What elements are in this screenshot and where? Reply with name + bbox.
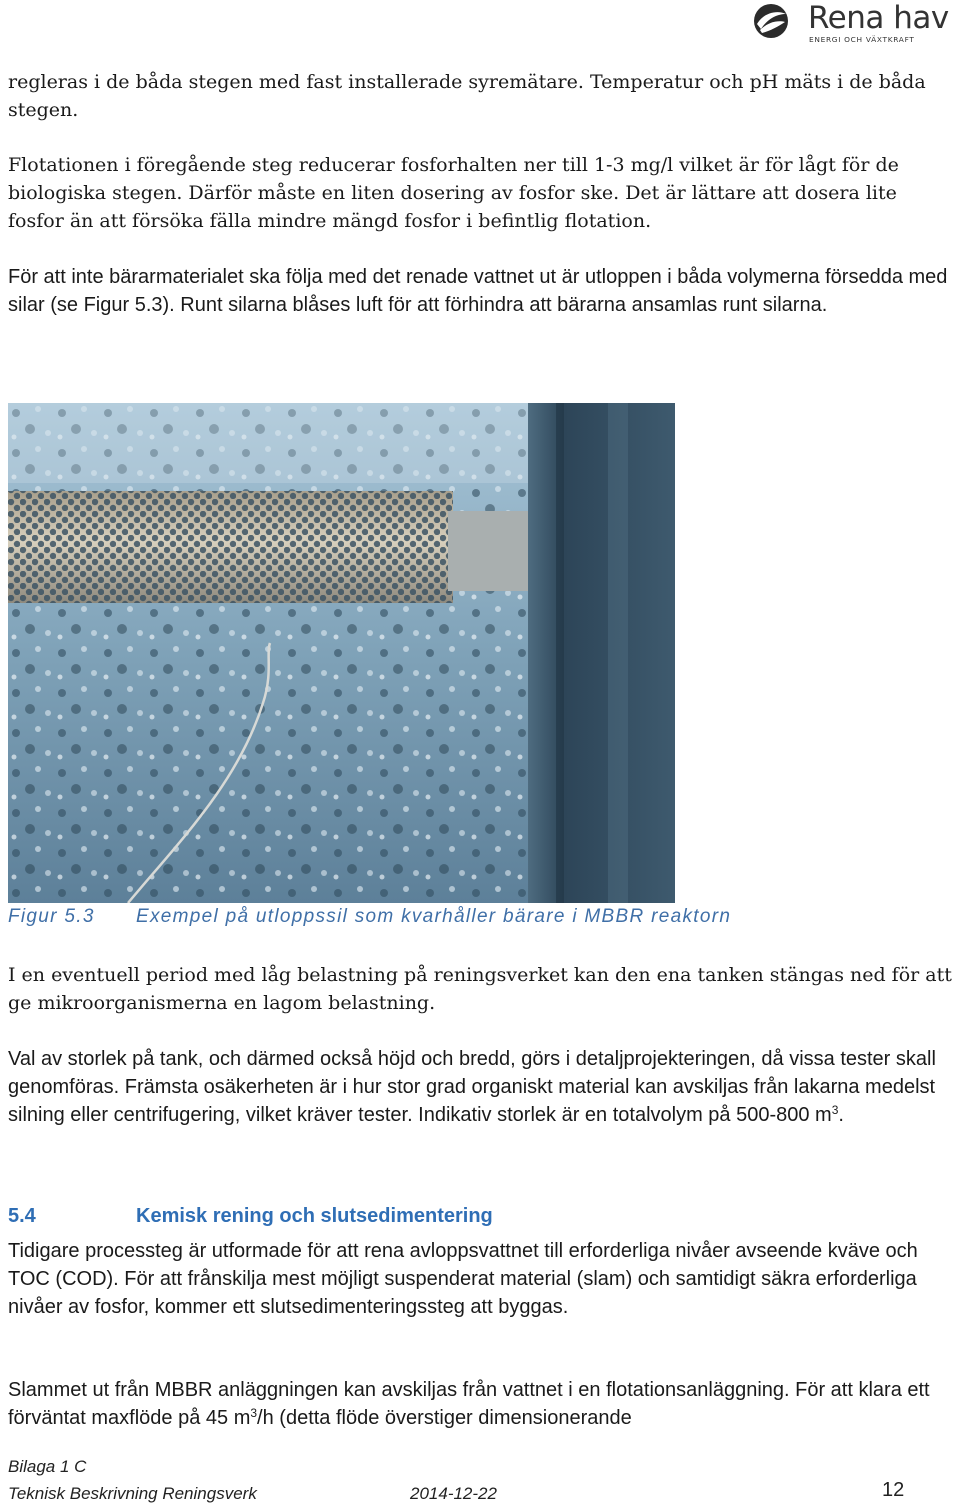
figure-photo-outlet-screen	[8, 403, 675, 903]
paragraph-tank-size	[8, 1045, 953, 1129]
paragraph-previous-steps: Tidigare processteg är utformade för att rena avloppsvattnet till erforderliga nivåer avseende kväve och TOC (COD). För att frånskilja mest möjligt suspenderat material (slam) och samtidigt säkra erforderliga nivåer av fosfor, kommer ett slutsedimenteringssteg att byggas.	[8, 1240, 918, 1318]
figure-number: Figur 5.3	[8, 906, 95, 927]
flotation-end: /h (detta flöde överstiger dimensionerande	[257, 1407, 632, 1429]
paragraph-phosphorus-dosing: Flotationen i föregående steg reducerar fosforhalten ner till 1-3 mg/l vilket är för lågt för de biologiska stegen. Därför måste en liten dosering av fosfor ske. Det är lättare att dosera lite fosfor än att försöka fälla mindre mängd fosfor i befintlig flotation.	[8, 154, 899, 232]
footer-document-title: Teknisk Beskrivning Reningsverk	[8, 1484, 257, 1503]
tank-size-end: .	[838, 1104, 844, 1126]
section-heading	[8, 1205, 493, 1228]
page-number: 12	[882, 1479, 905, 1501]
section-number: 5.4	[8, 1205, 36, 1227]
logo-leaf-icon	[752, 2, 790, 40]
tank-size-text: Val av storlek på tank, och därmed också höjd och bredd, görs i detaljprojekteringen, då vissa tester skall genomföras. Främsta osäkerheten är i hur stor grad organiskt material kan avskiljas från lakarna medelst silning eller centrifugering, vilket kräver tester. Indikativ storlek är en totalvolym på 500-800 m	[8, 1048, 936, 1126]
paragraph-low-load: I en eventuell period med låg belastning på reningsverket kan den ena tanken stängas ned för att ge mikroorganismerna en lagom belastning.	[8, 964, 952, 1014]
figure-caption	[8, 906, 731, 928]
logo-name: Rena hav	[808, 0, 949, 36]
footer-appendix: Bilaga 1 C	[8, 1457, 87, 1476]
paragraph-flotation	[8, 1376, 953, 1432]
footer-date: 2014-12-22	[410, 1484, 497, 1503]
flotation-text: Slammet ut från MBBR anläggningen kan avskiljas från vattnet i en flotationsanläggning. För att klara ett förväntat maxflöde på 45 m	[8, 1379, 930, 1429]
paragraph-screens: För att inte bärarmaterialet ska följa med det renade vattnet ut är utloppen i båda volymerna försedda med silar (se Figur 5.3). Runt silarna blåses luft för att förhindra att bärarna ansamlas runt silarna.	[8, 266, 948, 316]
figure-caption-text: Exempel på utloppssil som kvarhåller bärare i MBBR reaktorn	[136, 906, 732, 927]
paragraph-oxygen-measurement: regleras i de båda stegen med fast installerade syremätare. Temperatur och pH mäts i de båda stegen.	[8, 71, 926, 121]
company-logo	[750, 0, 960, 46]
section-title: Kemisk rening och slutsedimentering	[136, 1205, 493, 1227]
tank-size-superscript: 3	[831, 1103, 839, 1117]
logo-tagline: ENERGI OCH VÄXTKRAFT	[809, 35, 915, 44]
flotation-superscript: 3	[250, 1406, 258, 1420]
